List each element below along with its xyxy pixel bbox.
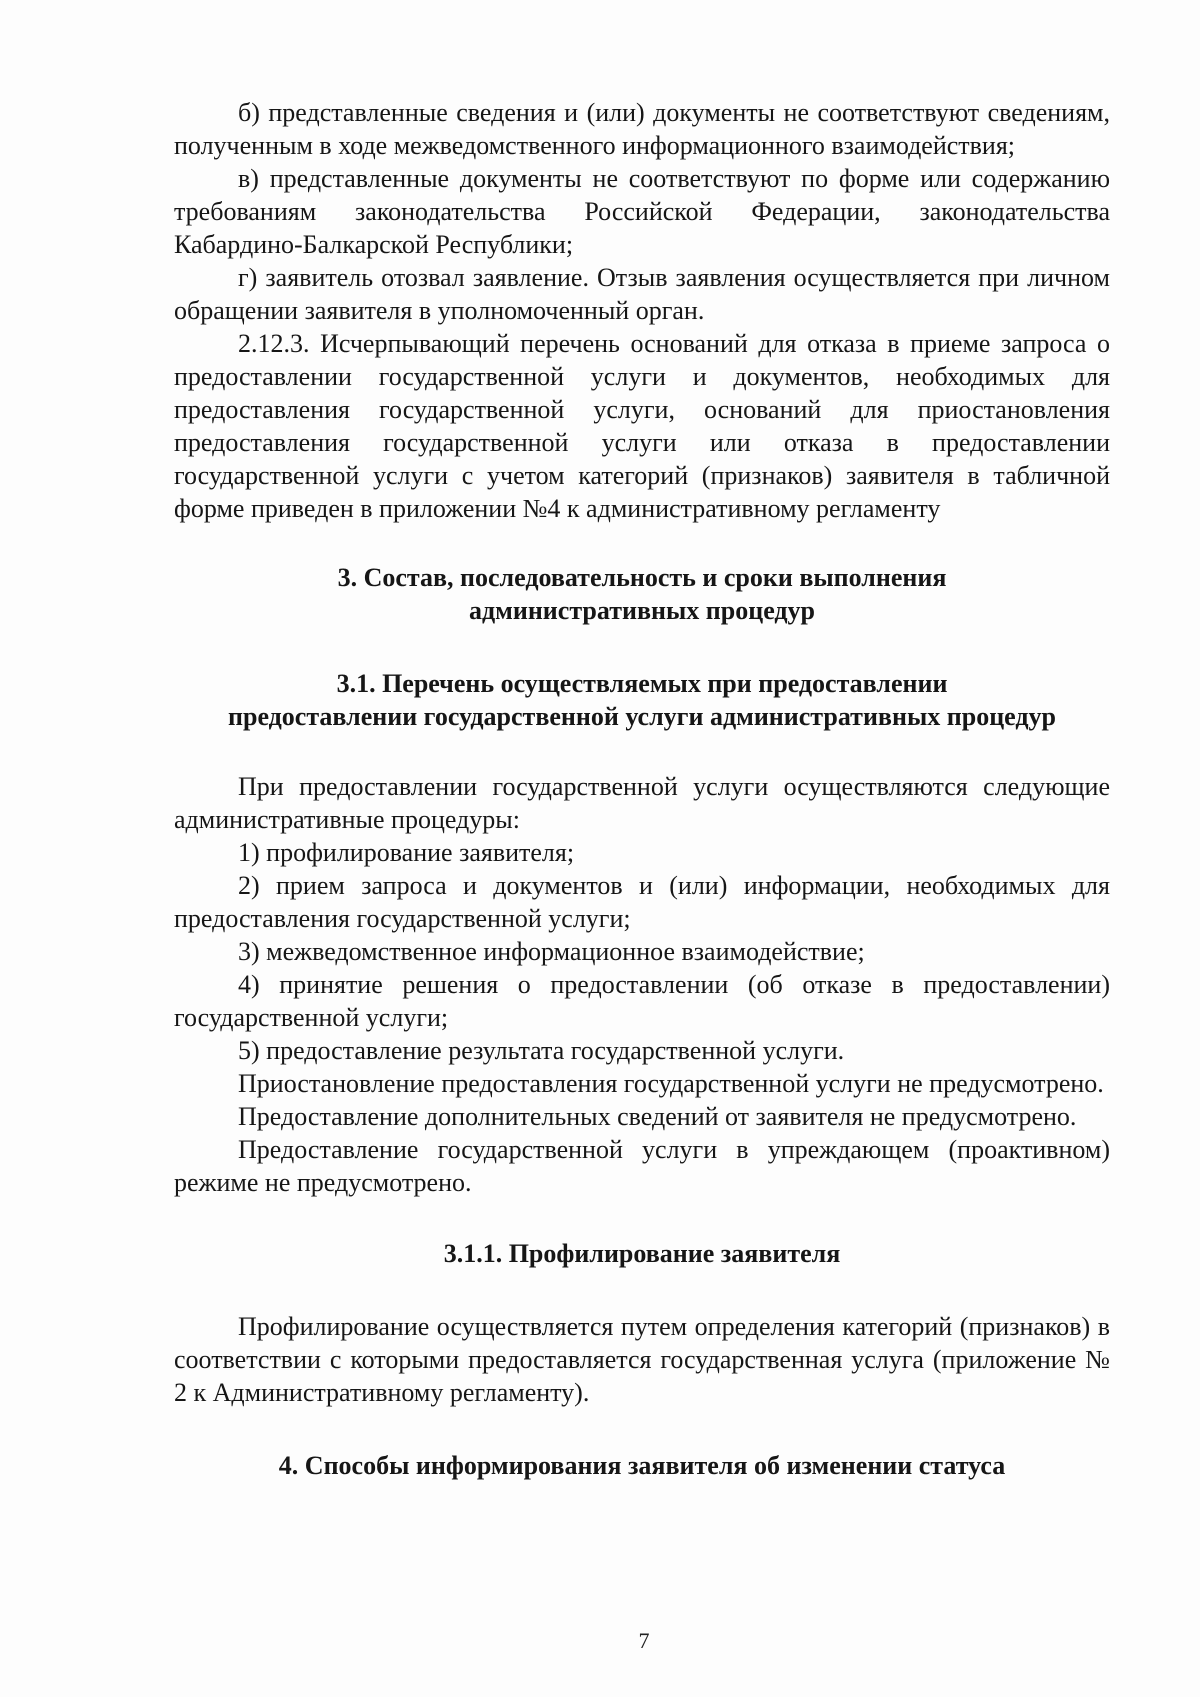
section-3-1-heading xyxy=(174,667,1110,733)
section-3-1-1-text: Профилирование осуществляется путем определения категорий (признаков) в соответствии с которыми предоставляется государственная услуга (приложение № 2 к Административному регламенту). xyxy=(174,1312,1110,1407)
section-3-heading xyxy=(174,561,1110,627)
section-3-1-intro: При предоставлении государственной услуги осуществляются следующие административные процедуры: xyxy=(174,772,1110,834)
section-4-heading: 4. Способы информирования заявителя об изменении статуса xyxy=(278,1451,1006,1480)
section-3-1-heading-line1: 3.1. Перечень осуществляемых при предоставлении xyxy=(336,669,948,698)
paragraph-2-12-3: 2.12.3. Исчерпывающий перечень оснований для отказа в приеме запроса о предоставлении государственной услуги и документов, необходимых для предоставления государственной услуги, оснований для приостановления предоставления государственной услуги или отказа в предоставлении государственной услуги с учетом категорий (признаков) заявителя в табличной форме приведен в приложении №4 к административному регламенту xyxy=(174,329,1110,523)
procedure-item: 2) прием запроса и документов и (или) информации, необходимых для предоставления государственной услуги; xyxy=(174,871,1110,933)
section-3-1-note: Приостановление предоставления государственной услуги не предусмотрено. xyxy=(238,1069,1104,1098)
paragraph-v: в) представленные документы не соответствуют по форме или содержанию требованиям законодательства Российской Федерации, законодательства Кабардино-Балкарской Республики; xyxy=(174,164,1110,259)
section-3-heading-line1: 3. Состав, последовательность и сроки выполнения xyxy=(337,563,947,592)
paragraph-g: г) заявитель отозвал заявление. Отзыв заявления осуществляется при личном обращении заявителя в уполномоченный орган. xyxy=(174,263,1110,325)
section-3-1-1-heading: 3.1.1. Профилирование заявителя xyxy=(443,1239,841,1268)
section-3-1-note: Предоставление государственной услуги в упреждающем (проактивном) режиме не предусмотрено. xyxy=(174,1135,1110,1197)
section-3-heading-line2: административных процедур xyxy=(468,596,816,625)
section-3-1-note: Предоставление дополнительных сведений от заявителя не предусмотрено. xyxy=(238,1102,1077,1131)
page-number: 7 xyxy=(638,1628,650,1653)
procedure-item: 5) предоставление результата государственной услуги. xyxy=(238,1036,845,1065)
paragraph-b: б) представленные сведения и (или) документы не соответствуют сведениям, полученным в ходе межведомственного информационного взаимодействия; xyxy=(174,98,1110,160)
section-3-1-heading-line2: предоставлении государственной услуги административных процедур xyxy=(228,702,1056,731)
procedure-item: 1) профилирование заявителя; xyxy=(238,838,575,867)
procedure-item: 3) межведомственное информационное взаимодействие; xyxy=(238,937,865,966)
page-body xyxy=(174,96,1110,1482)
procedure-item: 4) принятие решения о предоставлении (об отказе в предоставлении) государственной услуги; xyxy=(174,970,1110,1032)
